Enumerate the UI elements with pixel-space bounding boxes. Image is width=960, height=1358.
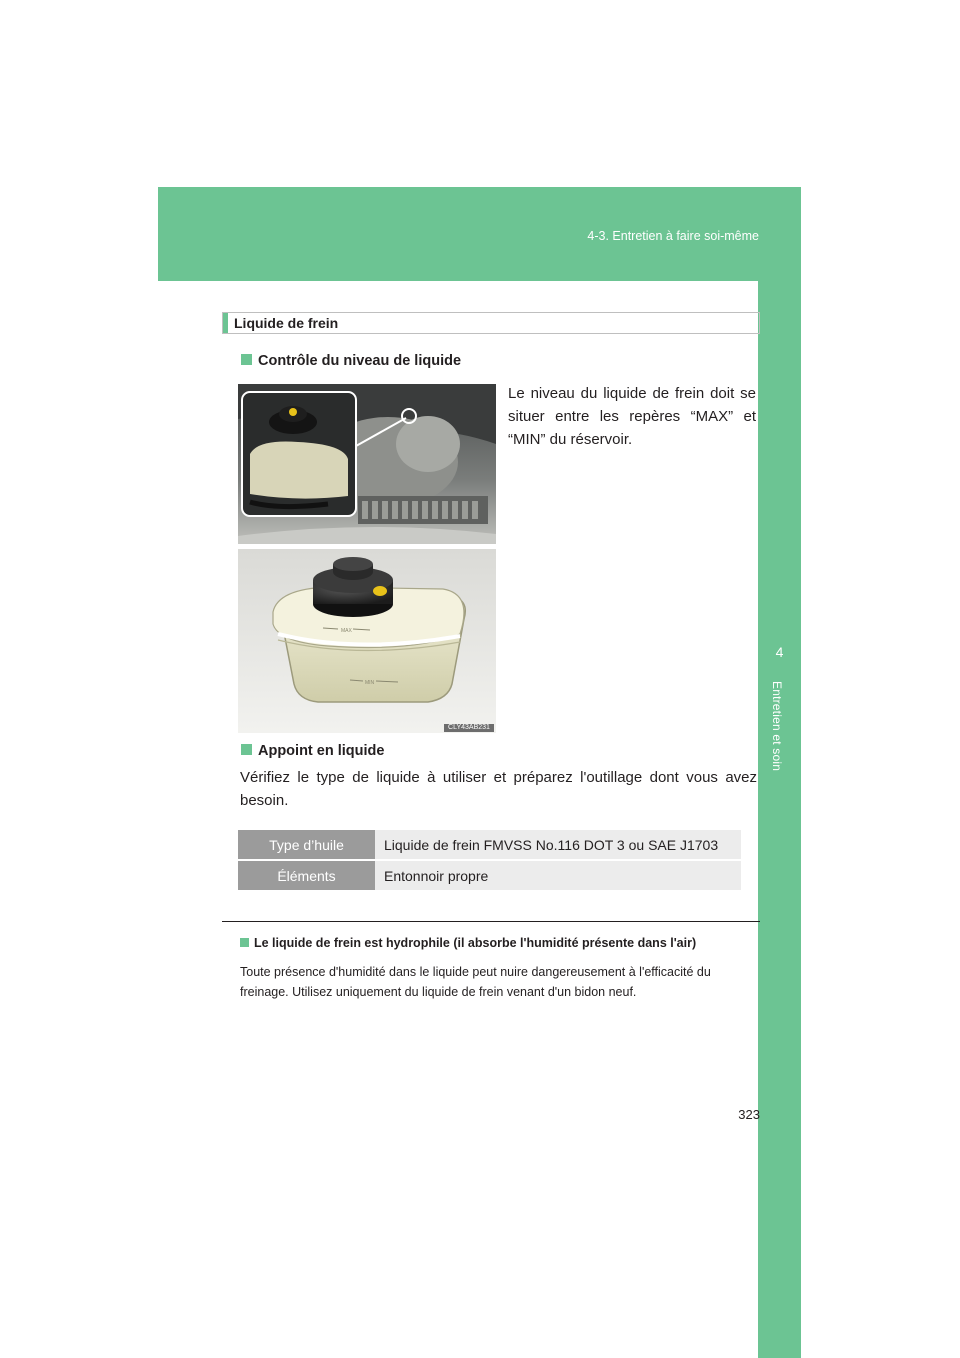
reservoir-illustration <box>238 384 496 733</box>
spec-value: Liquide de frein FMVSS No.116 DOT 3 ou SAE J1703 <box>375 830 741 859</box>
level-check-heading-text: Contrôle du niveau de liquide <box>258 353 462 369</box>
spec-value: Entonnoir propre <box>375 861 741 890</box>
table-row <box>238 830 741 859</box>
section-title-bar <box>222 312 760 334</box>
spec-table <box>238 828 741 892</box>
bullet-square-icon <box>241 744 252 755</box>
brake-fluid-reservoir-figure <box>238 384 496 733</box>
refill-heading <box>241 743 384 759</box>
note-body: Toute présence d'humidité dans le liquide peut nuire dangereusement à l'efficacité du freinage. Utilisez uniquement du liquide de frein venant d'un bidon neuf. <box>240 965 711 999</box>
section-divider <box>222 921 760 922</box>
title-accent <box>223 313 228 333</box>
note-heading <box>240 936 696 950</box>
header-band <box>158 187 801 281</box>
bullet-square-icon <box>240 938 249 947</box>
note-heading-text: Le liquide de frein est hydrophile (il absorbe l'humidité présente dans l'air) <box>254 936 697 950</box>
figure-code: CLY43AB231 <box>444 724 494 732</box>
refill-text: Vérifiez le type de liquide à utiliser et préparez l'outillage dont vous avez besoin. <box>240 769 757 809</box>
table-row <box>238 861 741 890</box>
section-title: Liquide de frein <box>234 315 339 331</box>
min-mark-label: MIN <box>365 680 375 686</box>
section-breadcrumb: 4-3. Entretien à faire soi-même <box>587 229 759 243</box>
spec-key: Type d’huile <box>238 830 375 859</box>
level-check-text: Le niveau du liquide de frein doit se situer entre les repères “MAX” et “MIN” du réservoir. <box>508 385 756 448</box>
refill-heading-text: Appoint en liquide <box>258 743 385 759</box>
page-number: 323 <box>738 1107 760 1122</box>
chapter-number: 4 <box>775 644 784 660</box>
level-check-heading <box>241 353 461 369</box>
chapter-side-tab <box>758 281 801 1358</box>
max-mark-label: MAX <box>341 628 352 634</box>
spec-key: Éléments <box>238 861 375 890</box>
bullet-square-icon <box>241 354 252 365</box>
chapter-title: Entretien et soin <box>770 681 784 772</box>
